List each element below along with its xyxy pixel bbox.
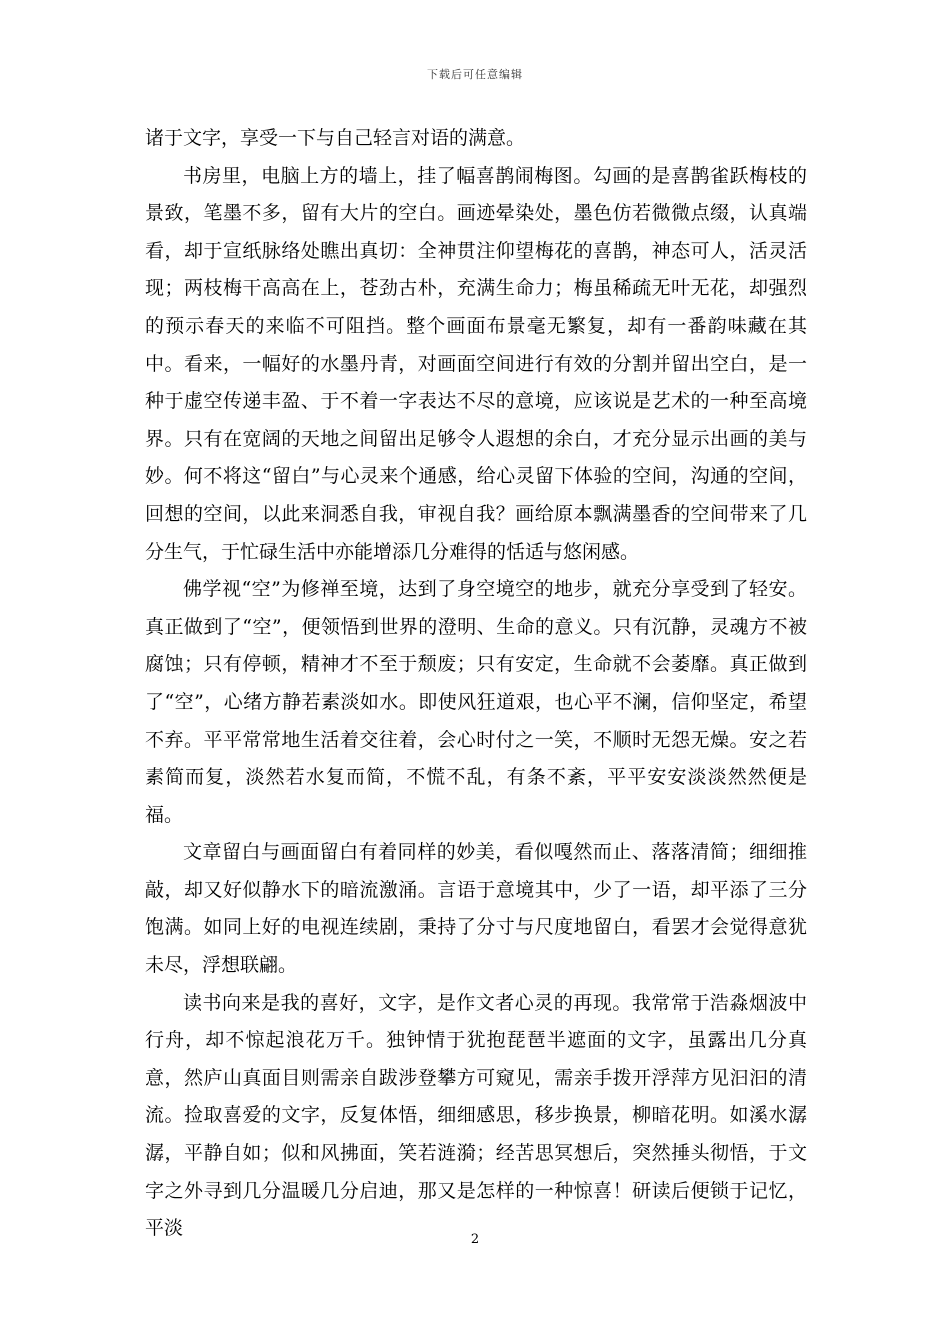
paragraph-reading: 读书向来是我的喜好，文字，是作文者心灵的再现。我常常于浩淼烟波中行舟，却不惊起浪花万千。独钟情于犹抱琵琶半遮面的文字，虽露出几分真意，然庐山真面目则需亲自跋涉登攀方可窥见，需亲手拨开浮萍方见汩汩的清流。捡取喜爱的文字，反复体悟，细细感思，移步换景，柳暗花明。如溪水潺潺，平静自如；似和风拂面，笑若涟漪；经苦思冥想后，突然捶头彻悟，于文字之外寻到几分温暖几分启迪，那又是怎样的一种惊喜！研读后便锁于记忆，平淡: [145, 991, 807, 1240]
paragraph-painting: 书房里，电脑上方的墙上，挂了幅喜鹊闹梅图。勾画的是喜鹊雀跃梅枝的景致，笔墨不多，留有大片的空白。画迹晕染处，墨色仿若微微点缀，认真端看，却于宣纸脉络处瞧出真切：全神贯注仰望梅花的喜鹊，神态可人，活灵活现；两枝梅干高高在上，苍劲古朴，充满生命力；梅虽稀疏无叶无花，却强烈的预示春天的来临不可阻挡。整个画面布景毫无繁复，却有一番韵味藏在其中。看来，一幅好的水墨丹青，对画面空间进行有效的分割并留出空白，是一种于虚空传递丰盈、于不着一字表达不尽的意境，应该说是艺术的一种至高境界。只有在宽阔的天地之间留出足够令人遐想的余白，才充分显示出画的美与妙。何不将这“留白”与心灵来个通感，给心灵留下体验的空间，沟通的空间，回想的空间，以此来洞悉自我，审视自我？画给原本飘满墨香的空间带来了几分生气，于忙碌生活中亦能增添几分难得的恬适与悠闲感。: [145, 164, 807, 563]
paragraph-buddhism: 佛学视“空”为修禅至境，达到了身空境空的地步，就充分享受到了轻安。真正做到了“空”，便领悟到世界的澄明、生命的意义。只有沉静，灵魂方不被腐蚀；只有停顿，精神才不至于颓废；只有安定，生命就不会萎靡。真正做到了“空”，心绪方静若素淡如水。即使风狂道艰，也心平不澜，信仰坚定，希望不弃。平平常常地生活着交往着，会心时付之一笑，不顺时无怨无燥。安之若素简而复，淡然若水复而简，不慌不乱，有条不紊，平平安安淡淡然然便是福。: [145, 578, 807, 826]
paragraph-writing: 文章留白与画面留白有着同样的妙美，看似嘎然而止、落落清简；细细推敲，却又好似静水下的暗流激涌。言语于意境其中，少了一语，却平添了三分饱满。如同上好的电视连续剧，秉持了分寸与尺度地留白，看罢才会觉得意犹未尽，浮想联翩。: [145, 841, 807, 977]
page-header: 下载后可任意编辑: [427, 68, 523, 81]
body-text: [145, 120, 807, 1248]
paragraph-continuation: 诸于文字，享受一下与自己轻言对语的满意。: [145, 127, 526, 149]
page-number: 2: [470, 1232, 480, 1247]
